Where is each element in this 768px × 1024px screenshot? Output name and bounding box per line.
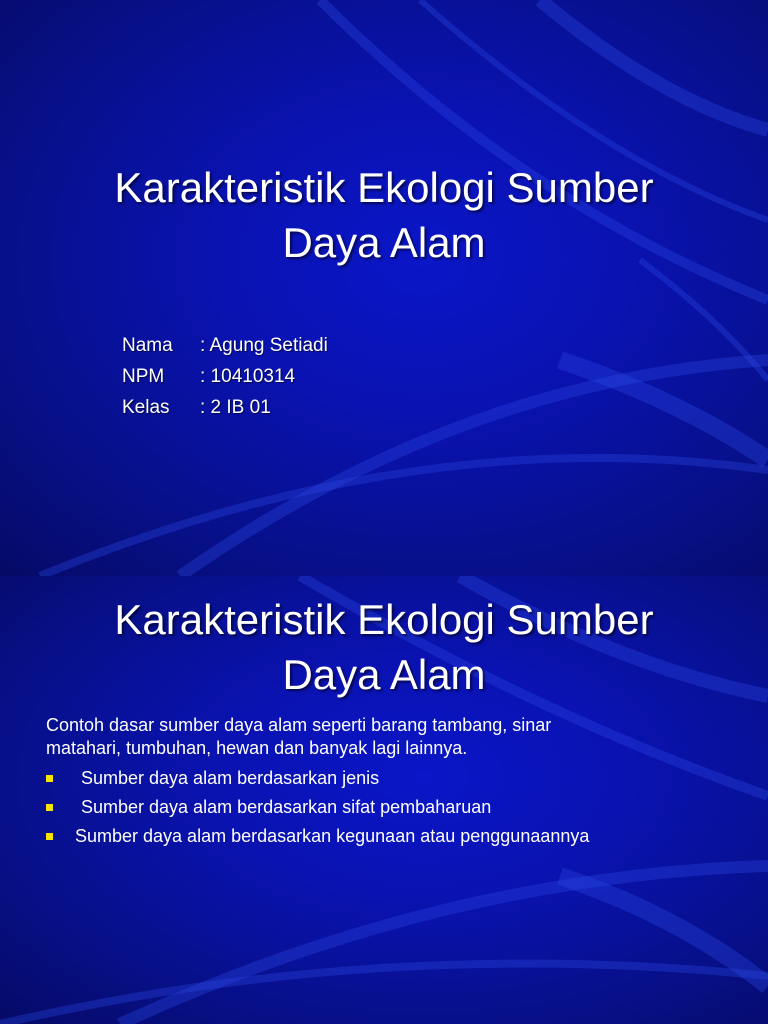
- student-info: [122, 330, 328, 423]
- title-line: Karakteristik Ekologi Sumber: [114, 596, 654, 643]
- slide-title: [0, 592, 768, 702]
- info-row-nama: [122, 330, 328, 361]
- info-value: : 10410314: [200, 366, 296, 387]
- info-label: Kelas: [122, 397, 170, 418]
- bullet-list: [46, 764, 589, 851]
- body-paragraph: [46, 714, 746, 760]
- list-item: [46, 822, 589, 851]
- body-line: Contoh dasar sumber daya alam seperti barang tambang, sinar: [46, 715, 552, 735]
- body-line: matahari, tumbuhan, hewan dan banyak lagi lainnya.: [46, 738, 468, 758]
- slide-title: [0, 160, 768, 270]
- info-label: Nama: [122, 335, 173, 356]
- title-line: Daya Alam: [282, 651, 486, 698]
- bullet-text: Sumber daya alam berdasarkan sifat pembaharuan: [81, 797, 492, 817]
- bullet-icon: [46, 804, 53, 811]
- bullet-icon: [46, 833, 53, 840]
- list-item: [46, 764, 589, 793]
- bullet-text: Sumber daya alam berdasarkan kegunaan atau penggunaannya: [75, 826, 590, 846]
- info-row-kelas: [122, 392, 328, 423]
- list-item: [46, 793, 589, 822]
- info-row-npm: [122, 361, 328, 392]
- bullet-text: Sumber daya alam berdasarkan jenis: [81, 768, 380, 788]
- bullet-icon: [46, 775, 53, 782]
- info-label: NPM: [122, 366, 165, 387]
- info-value: : 2 IB 01: [200, 397, 271, 418]
- info-value: : Agung Setiadi: [200, 335, 328, 356]
- title-line: Karakteristik Ekologi Sumber: [114, 164, 654, 211]
- title-line: Daya Alam: [282, 219, 486, 266]
